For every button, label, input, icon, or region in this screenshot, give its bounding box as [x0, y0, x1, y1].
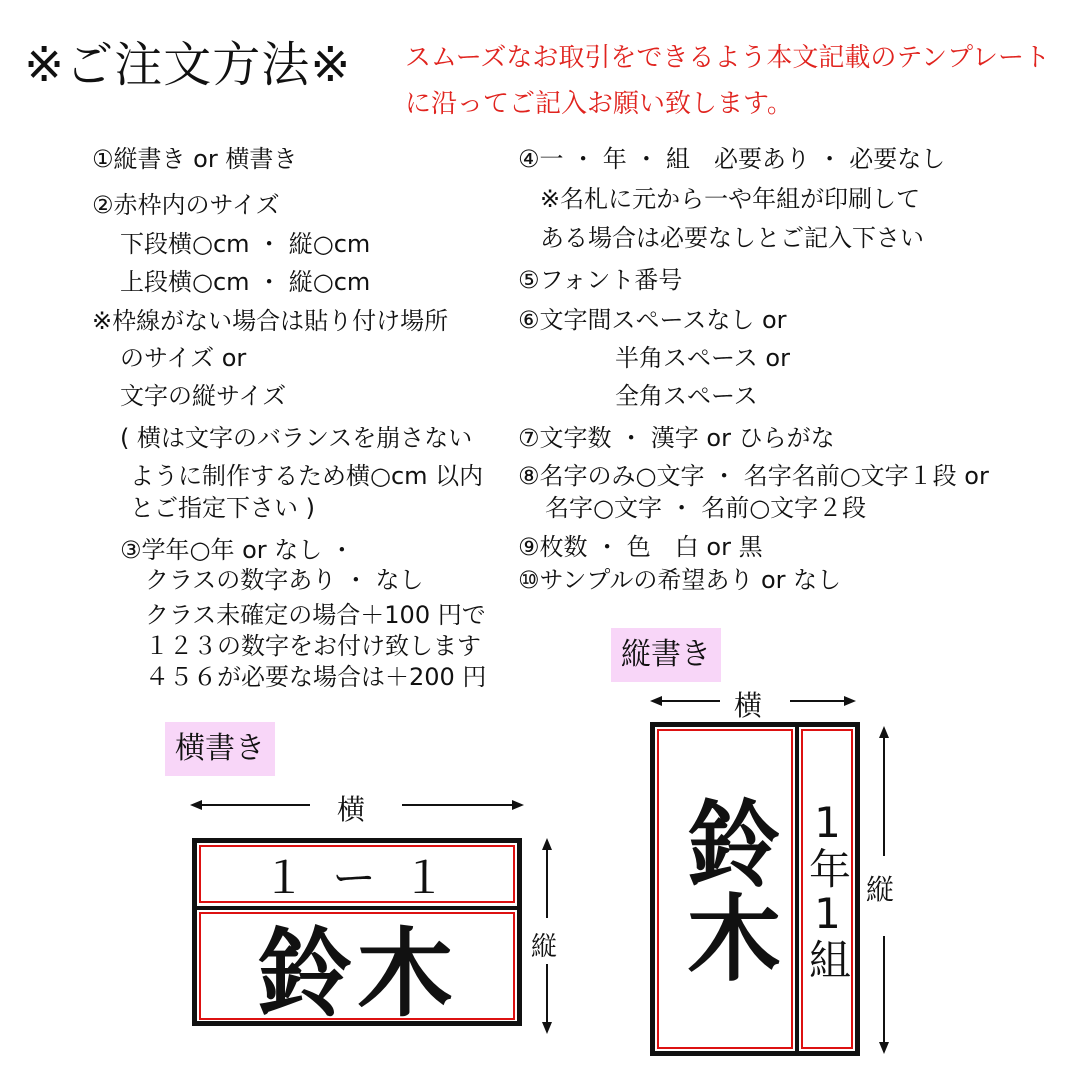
- instruction-line: ⑥文字間スペースなし or: [518, 306, 787, 334]
- horizontal-tag: 横書き: [165, 722, 275, 776]
- instruction-line: とご指定下さい ): [130, 494, 315, 522]
- instruction-line: のサイズ or: [120, 344, 247, 372]
- instruction-line: ように制作するため横○cm 以内: [130, 462, 484, 490]
- instruction-line: ※枠線がない場合は貼り付け場所: [92, 307, 449, 335]
- instruction-line: ⑨枚数 ・ 色 白 or 黒: [518, 533, 763, 561]
- instruction-line: ④一 ・ 年 ・ 組 必要あり ・ 必要なし: [518, 145, 946, 173]
- instruction-line: クラス未確定の場合＋100 円で: [145, 601, 486, 629]
- notice-text: スムーズなお取引をできるよう本文記載のテンプレートに沿ってご記入お願い致します。: [405, 43, 1051, 119]
- instruction-line: ⑤フォント番号: [518, 266, 683, 294]
- width-label: 横: [734, 689, 763, 722]
- name-row: 鈴木: [199, 912, 515, 1020]
- vertical-nameplate: [650, 722, 860, 1056]
- instruction-line: ①縦書き or 横書き: [92, 145, 298, 173]
- page-title: ※ご注文方法※: [24, 37, 352, 93]
- height-label: 縦: [866, 873, 895, 906]
- instruction-line: ③学年○年 or なし ・: [120, 536, 354, 564]
- instruction-line: 全角スペース: [615, 382, 758, 410]
- instruction-line: ⑧名字のみ○文字 ・ 名字名前○文字１段 or: [518, 462, 989, 490]
- instruction-line: 半角スペース or: [615, 344, 790, 372]
- vertical-tag: 縦書き: [611, 628, 721, 682]
- height-label: 縦: [531, 932, 558, 962]
- instruction-line: 上段横○cm ・ 縦○cm: [120, 268, 371, 296]
- horizontal-nameplate: [192, 838, 522, 1030]
- instruction-line: ４５６が必要な場合は＋200 円: [145, 663, 487, 691]
- class-row: １ ー １: [199, 845, 515, 903]
- instruction-line: ( 横は文字のバランスを崩さない: [120, 424, 473, 452]
- instruction-line: 下段横○cm ・ 縦○cm: [120, 230, 371, 258]
- instruction-line: ある場合は必要なしとご記入下さい: [540, 224, 924, 252]
- instruction-line: 文字の縦サイズ: [120, 382, 287, 410]
- instruction-line: ※名札に元から一や年組が印刷して: [540, 185, 921, 213]
- class-column: 1年1組: [801, 729, 853, 1049]
- instruction-line: ②赤枠内のサイズ: [92, 191, 280, 219]
- name-column: 鈴木: [657, 729, 793, 1049]
- instruction-line: 名字○文字 ・ 名前○文字２段: [545, 494, 867, 522]
- instruction-line: クラスの数字あり ・ なし: [145, 566, 424, 594]
- divider: [795, 727, 799, 1051]
- instruction-line: ⑩サンプルの希望あり or なし: [518, 566, 842, 594]
- instruction-line: ⑦文字数 ・ 漢字 or ひらがな: [518, 424, 835, 452]
- instruction-line: １２３の数字をお付け致します: [145, 632, 481, 660]
- width-label: 横: [337, 793, 366, 826]
